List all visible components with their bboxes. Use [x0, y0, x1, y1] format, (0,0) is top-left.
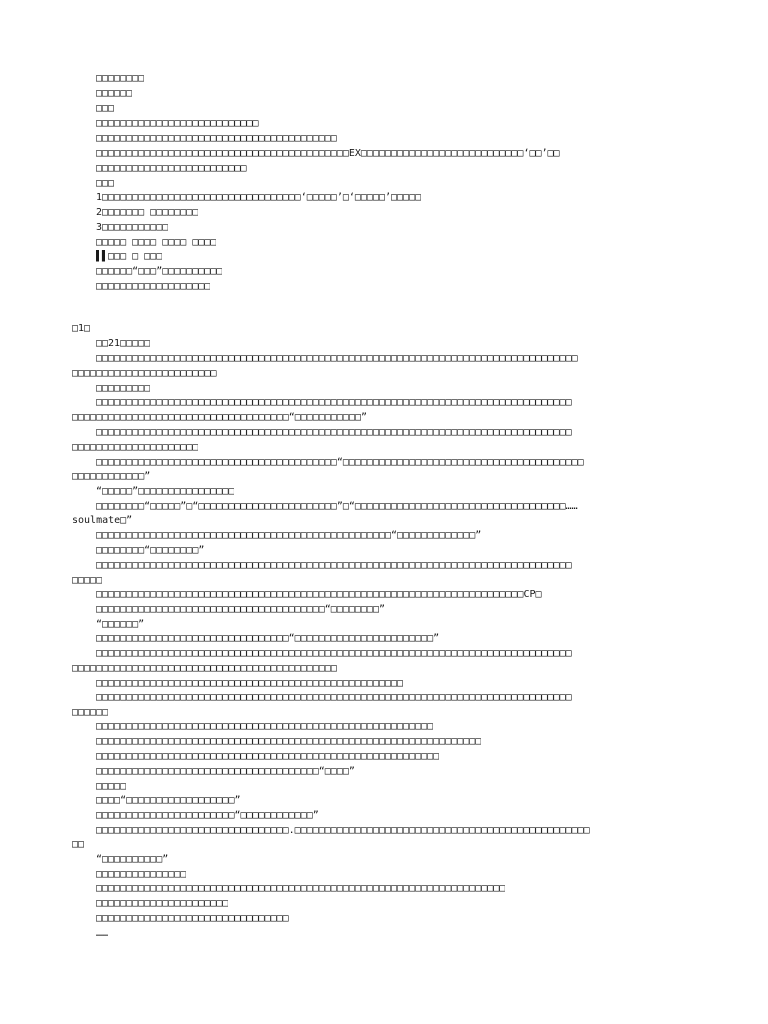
text-line: □□□□□□□□□□□□□□□□□□□□□□□□□□□□□□□□□□□□□“□□□□” [96, 766, 355, 777]
paragraph-line: □□□□□□□□□□□□□□□□□□□□□□□□□□□□□□□□□□□□□□□□□□□□□□□□□□□□□□□□□□□□□□□□□□□□□□□□□□□□□□□ [96, 427, 572, 438]
text-line: □□□□□□□□□□□□□□□□□□□□□□□□□□□ [96, 118, 259, 129]
text-line: “□□□□□□” [96, 619, 145, 630]
list-item: 1□□□□□□□□□□□□□□□□□□□□□□□□□□□□□□□□□‘□□□□□’□‘□□□□□’□□□□□ [96, 192, 422, 203]
paragraph-line: □□□□□□□□□□□□□□□□□□□□□□□□□□□□□□□□□□□□□□□□□□□□□□□□□□□□□□□□□□□□□□□□□□□□□□□□□□□□□□□ [96, 560, 572, 571]
paragraph-line: soulmate□” [72, 515, 133, 526]
text-line: □□□□□□□□□□□□□□□□□□□□□□□□□□□□□□□□□□□□□□□□□□□□□□□□□□□□□□□□□□□□□□□□□□□□ [96, 883, 506, 894]
paragraph-line: □□□□□□□□□□□□□□□□□□□□□□□□□□□□□□□□□□□□□□□□□□□□□□□□□□□□□□□□□□□□□□□□□□□□□□□□□□□□□□□ [96, 692, 572, 703]
paragraph-line: □□□□□□ [72, 707, 109, 718]
text-line: “□□□□□□□□□□” [96, 854, 169, 865]
paragraph-line: □□□□□□□□□□□□□□□□□□□□□□□□ [72, 368, 217, 379]
text-line: □□□□□□□□□□□□□□□□□□□□□□□□□□□□□□□□□□□□□□□□□□□□□□□□□□□□□□□□□□□□□□□□ [96, 736, 482, 747]
paragraph-line: □□□□□□□□□□□□□□□□□□□□□□□□□□□□□□□□□□□□□□□□□□□□□□□□□□□□□□□□□□□□□□□□□□□□□□□□□□□□□□□ [96, 648, 572, 659]
text-line: “□□□□□”□□□□□□□□□□□□□□□□ [96, 486, 235, 497]
text-line: □□□ [96, 178, 115, 189]
text-line: □□□□□□□□□□□□□□□□□□□□□□□□□□□□□□□□□□□□□□□□□□□□□□□□□□□□□□□□ [96, 721, 434, 732]
paragraph-line: □□□□□□□□□□□□□□□□□□□□□□□□□□□□□□□□□□□□□□□□“□□□□□□□□□□□□□□□□□□□□□□□□□□□□□□□□□□□□□□□□ [96, 457, 584, 468]
paragraph-line: □□□□□□□□□□□□” [72, 471, 151, 482]
text-line: □□□ [96, 103, 115, 114]
text-line: □□□□□□□□□□□□□□□□□□□□□□□□□□□□□□□□□□□□□□□□□□□□□□□□□“□□□□□□□□□□□□□” [96, 530, 482, 541]
text-line: □□□□□□□□□□□□□□□□□□□□□□□□□□□□□□□□□□□□□□□□□□□□□□□□□□□□□□□□□□□□□□□□□□□□□□□CP□ [96, 589, 542, 600]
text-line: □□□□□□□□□□□□□□□□□□□□□□□□□□□□□□□□□□□□□□□□□□□□□□□□□□□ [96, 678, 404, 689]
text-line: □□□□□□□□□□□□□□□□□□□□□□□□□□□□□□□□“□□□□□□□□□□□□□□□□□□□□□□□” [96, 633, 440, 644]
chapter-heading: □1□ [72, 323, 91, 334]
paragraph-line: □□□□□□□□□□□□□□□□□□□□□□□□□□□□□□□□.□□□□□□□□□□□□□□□□□□□□□□□□□□□□□□□□□□□□□□□□□□□□□□□□□ [96, 825, 590, 836]
text-line: □□□□□□□□□□□□□□□□□□□ [96, 281, 211, 292]
text-line: □□□□□□□□□□□□□□□□□□□□□□□□□□□□□□□□□□□□□□□□ [96, 133, 337, 144]
paragraph-line: □□□□□□□□□□□□□□□□□□□□□ [72, 442, 199, 453]
paragraph-line: □□□□□□□□“□□□□□”□“□□□□□□□□□□□□□□□□□□□□□□□”□“□□□□□□□□□□□□□□□□□□□□□□□□□□□□□□□□□□□…… [96, 501, 578, 512]
text-line: □□□□□□□□□□□□□□□□□□□□□□□□□□□□□□□□□□□□□□□□□□EX□□□□□□□□□□□□□□□□□□□□□□□□□□□‘□□’□□ [96, 148, 560, 159]
text-line: □□□□□□ [96, 88, 133, 99]
text-line: □□21□□□□□ [96, 338, 151, 349]
text-line: □□□□□□□□□□□□□□□ [96, 869, 187, 880]
text-line: …… [96, 928, 109, 939]
text-line: □□□□□ [96, 781, 127, 792]
paragraph-line: □□ [72, 839, 85, 850]
text-line: □□□□□□□□“□□□□□□□□” [96, 545, 205, 556]
paragraph-line: □□□□□□□□□□□□□□□□□□□□□□□□□□□□□□□□□□□□□□□□□□□□□□□□□□□□□□□□□□□□□□□□□□□□□□□□□□□□□□□ [96, 397, 572, 408]
text-line: □□□□□□□□□□□□□□□□□□□□□□ [96, 898, 229, 909]
text-line: ▌▌□□□ □ □□□ [96, 251, 163, 262]
text-line: □□□□“□□□□□□□□□□□□□□□□□□” [96, 795, 241, 806]
paragraph-line: □□□□□□□□□□□□□□□□□□□□□□□□□□□□□□□□□□□□□□□□□□□□□□□□□□□□□□□□□□□□□□□□□□□□□□□□□□□□□□□□ [96, 353, 578, 364]
paragraph-line: □□□□□□□□□□□□□□□□□□□□□□□□□□□□□□□□□□□□“□□□□□□□□□□□” [72, 412, 368, 423]
paragraph-line: □□□□□ [72, 575, 103, 586]
text-line: □□□□□□□□□□□□□□□□□□□□□□□□□□□□□□□□□□□□□□□□□□□□□□□□□□□□□□□□□ [96, 751, 440, 762]
text-line: □□□□□□□□□□□□□□□□□□□□□□□“□□□□□□□□□□□□” [96, 810, 319, 821]
list-item: 3□□□□□□□□□□□ [96, 222, 169, 233]
list-item: 2□□□□□□□ □□□□□□□□ [96, 207, 199, 218]
text-line: □□□□□□□□□□□□□□□□□□□□□□□□□ [96, 163, 247, 174]
text-line: □□□□□□□□□ [96, 383, 151, 394]
paragraph-line: □□□□□□□□□□□□□□□□□□□□□□□□□□□□□□□□□□□□□□□□□□□□ [72, 663, 337, 674]
text-line: □□□□□ □□□□ □□□□ □□□□ [96, 237, 217, 248]
text-line: □□□□□□□□□□□□□□□□□□□□□□□□□□□□□□□□□□□□□□“□□□□□□□□” [96, 604, 385, 615]
text-line: □□□□□□“□□□”□□□□□□□□□□ [96, 266, 223, 277]
text-line: □□□□□□□□ [96, 73, 145, 84]
text-line: □□□□□□□□□□□□□□□□□□□□□□□□□□□□□□□□ [96, 913, 289, 924]
